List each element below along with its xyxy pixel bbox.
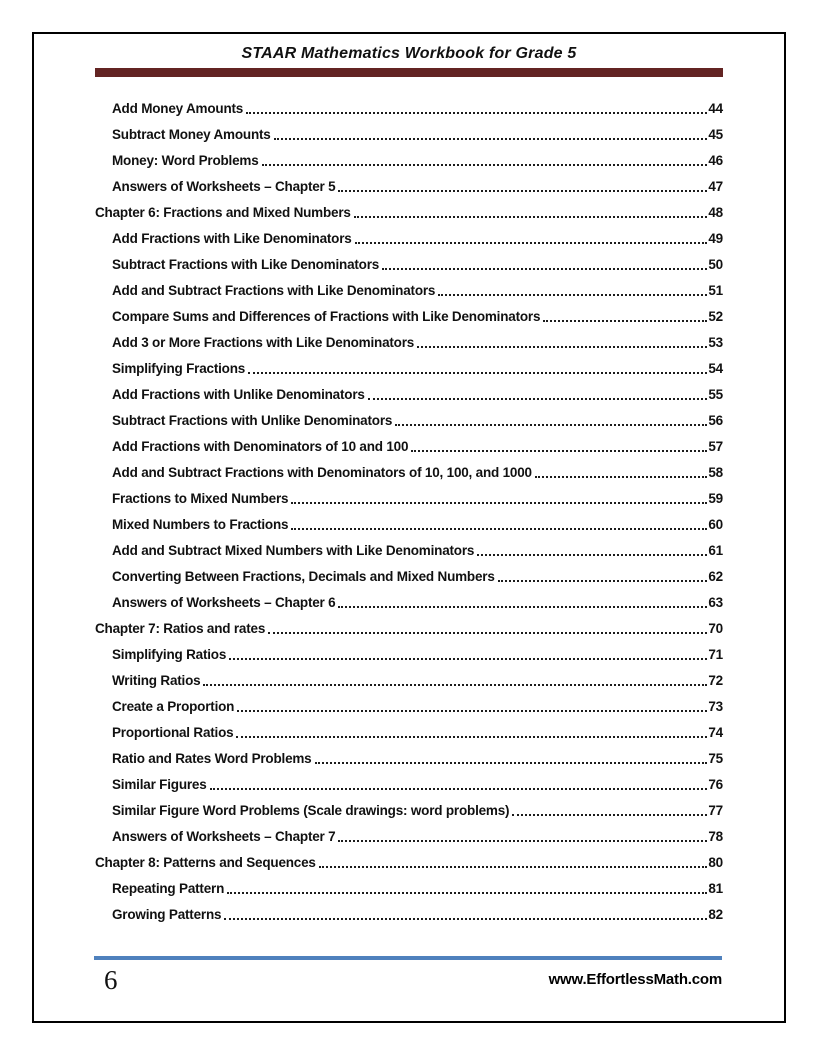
toc-entry[interactable] [95,559,723,585]
toc-entry-page: 44 [708,101,723,116]
toc-dot-leader [210,788,708,790]
page-footer [94,956,722,996]
toc-dot-leader [203,684,707,686]
toc-entry-label: Fractions to Mixed Numbers [112,491,289,506]
toc-entry-label: Subtract Money Amounts [112,127,271,142]
toc-entry-label: Subtract Fractions with Unlike Denominators [112,413,393,428]
toc-entry[interactable] [95,585,723,611]
toc-dot-leader [512,814,707,816]
toc-dot-leader [355,242,708,244]
toc-dot-leader [274,138,708,140]
toc-entry-page: 82 [708,907,723,922]
toc-entry-page: 49 [708,231,723,246]
toc-entry[interactable] [95,351,723,377]
toc-dot-leader [382,268,707,270]
toc-entry-label: Converting Between Fractions, Decimals and Mixed Numbers [112,569,495,584]
toc-dot-leader [368,398,708,400]
toc-entry-label: Add Money Amounts [112,101,244,116]
toc-entry-label: Answers of Worksheets – Chapter 6 [112,595,336,610]
toc-entry[interactable] [95,143,723,169]
toc-entry[interactable] [95,117,723,143]
toc-entry-page: 55 [708,387,723,402]
toc-entry[interactable] [95,897,723,923]
toc-entry-page: 57 [708,439,723,454]
toc-entry[interactable] [95,221,723,247]
toc-dot-leader [338,840,707,842]
toc-entry-page: 61 [708,543,723,558]
toc-dot-leader [262,164,708,166]
toc-entry-page: 50 [708,257,723,272]
toc-entry[interactable] [95,637,723,663]
toc-entry-page: 54 [708,361,723,376]
toc-entry[interactable] [95,767,723,793]
toc-entry[interactable] [95,507,723,533]
page-title: STAAR Mathematics Workbook for Grade 5 [241,45,577,62]
toc-entry-label: Mixed Numbers to Fractions [112,517,289,532]
toc-dot-leader [237,710,707,712]
footer-accent-line [94,956,722,960]
toc-entry-label: Add 3 or More Fractions with Like Denominators [112,335,415,350]
toc-entry-page: 62 [708,569,723,584]
toc-entry[interactable] [95,793,723,819]
toc-entry[interactable] [95,819,723,845]
toc-entry-page: 51 [708,283,723,298]
toc-entry-page: 63 [708,595,723,610]
toc-entry-page: 52 [708,309,723,324]
toc-entry-page: 74 [708,725,723,740]
toc-dot-leader [498,580,708,582]
toc-dot-leader [543,320,707,322]
toc-entry-label: Create a Proportion [112,699,235,714]
toc-dot-leader [438,294,707,296]
toc-entry[interactable] [95,403,723,429]
toc-dot-leader [246,112,707,114]
toc-entry-label: Proportional Ratios [112,725,234,740]
toc-dot-leader [338,190,707,192]
toc-entry[interactable] [95,533,723,559]
toc-entry[interactable] [95,377,723,403]
toc-entry[interactable] [95,169,723,195]
toc-entry-label: Similar Figures [112,777,207,792]
toc-dot-leader [227,892,707,894]
toc-entry-label: Add Fractions with Denominators of 10 and 100 [112,439,409,454]
toc-dot-leader [338,606,707,608]
toc-dot-leader [229,658,707,660]
toc-dot-leader [354,216,708,218]
toc-dot-leader [236,736,707,738]
toc-list [95,91,723,923]
toc-entry-label: Add and Subtract Mixed Numbers with Like Denominators [112,543,475,558]
toc-entry-page: 71 [708,647,723,662]
toc-entry-label: Add Fractions with Like Denominators [112,231,352,246]
toc-entry[interactable] [95,481,723,507]
toc-entry-label: Growing Patterns [112,907,222,922]
header-accent-bar [95,68,723,77]
toc-entry[interactable] [95,195,723,221]
toc-entry[interactable] [95,689,723,715]
toc-entry[interactable] [95,715,723,741]
toc-dot-leader [395,424,707,426]
toc-dot-leader [535,476,708,478]
toc-entry-label: Similar Figure Word Problems (Scale drawings: word problems) [112,803,510,818]
toc-entry-page: 80 [708,855,723,870]
toc-entry-page: 77 [708,803,723,818]
toc-entry-label: Compare Sums and Differences of Fractions with Like Denominators [112,309,541,324]
toc-dot-leader [291,528,707,530]
toc-entry-label: Simplifying Fractions [112,361,246,376]
toc-entry-label: Chapter 6: Fractions and Mixed Numbers [95,205,351,220]
page-number: 6 [104,965,118,995]
toc-entry-page: 78 [708,829,723,844]
toc-entry[interactable] [95,455,723,481]
toc-entry-page: 76 [708,777,723,792]
toc-dot-leader [291,502,707,504]
toc-entry-label: Add and Subtract Fractions with Like Denominators [112,283,436,298]
toc-entry-page: 58 [708,465,723,480]
toc-entry-page: 47 [708,179,723,194]
toc-entry-page: 70 [708,621,723,636]
toc-entry-page: 56 [708,413,723,428]
toc-entry-label: Money: Word Problems [112,153,259,168]
toc-entry-label: Writing Ratios [112,673,201,688]
toc-entry-label: Subtract Fractions with Like Denominators [112,257,380,272]
toc-entry[interactable] [95,325,723,351]
toc-entry-label: Chapter 8: Patterns and Sequences [95,855,316,870]
toc-entry[interactable] [95,299,723,325]
toc-entry-label: Chapter 7: Ratios and rates [95,621,266,636]
document-page [32,32,786,1023]
toc-entry-page: 45 [708,127,723,142]
toc-entry-page: 81 [708,881,723,896]
toc-entry-label: Simplifying Ratios [112,647,227,662]
toc-dot-leader [477,554,707,556]
toc-dot-leader [315,762,708,764]
toc-entry[interactable] [95,273,723,299]
toc-entry[interactable] [95,845,723,871]
toc-entry-page: 48 [708,205,723,220]
toc-entry-label: Add Fractions with Unlike Denominators [112,387,365,402]
toc-entry-page: 72 [708,673,723,688]
toc-entry[interactable] [95,247,723,273]
toc-entry-page: 73 [708,699,723,714]
toc-entry[interactable] [95,663,723,689]
toc-entry-label: Repeating Pattern [112,881,225,896]
toc-entry-page: 53 [708,335,723,350]
toc-dot-leader [224,918,707,920]
toc-dot-leader [417,346,707,348]
toc-entry[interactable] [95,871,723,897]
website-link[interactable]: www.EffortlessMath.com [548,971,722,988]
toc-entry-page: 46 [708,153,723,168]
toc-dot-leader [268,632,707,634]
toc-entry-page: 75 [708,751,723,766]
toc-entry[interactable] [95,611,723,637]
toc-dot-leader [319,866,708,868]
toc-entry-page: 60 [708,517,723,532]
toc-dot-leader [411,450,707,452]
toc-entry-page: 59 [708,491,723,506]
toc-entry-label: Answers of Worksheets – Chapter 5 [112,179,336,194]
toc-entry-label: Answers of Worksheets – Chapter 7 [112,829,336,844]
toc-entry[interactable] [95,429,723,455]
toc-entry-label: Add and Subtract Fractions with Denominators of 10, 100, and 1000 [112,465,532,480]
toc-entry[interactable] [95,91,723,117]
toc-entry[interactable] [95,741,723,767]
toc-entry-label: Ratio and Rates Word Problems [112,751,312,766]
toc-dot-leader [248,372,707,374]
